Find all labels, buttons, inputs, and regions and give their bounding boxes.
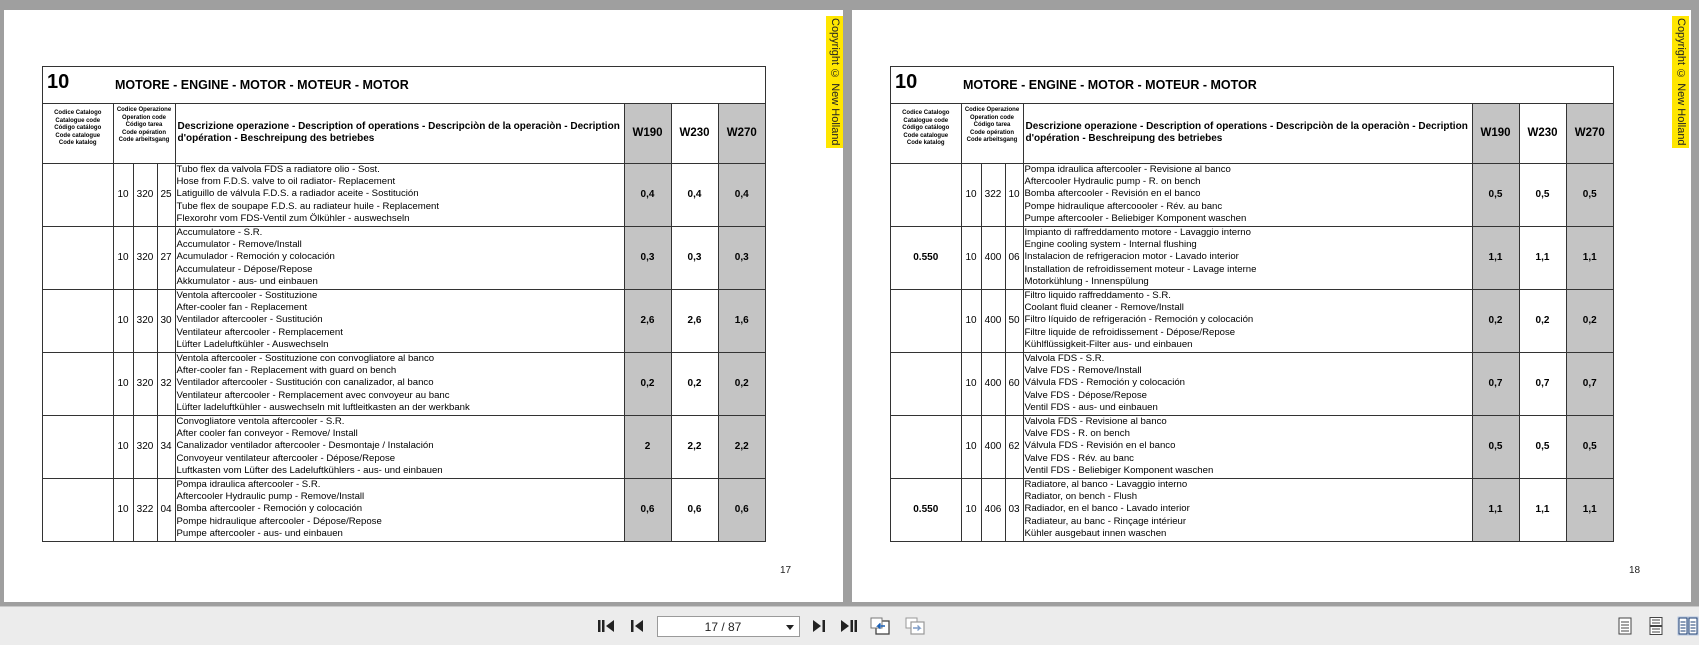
description-line: Impianto di raffreddamento motore - Lavaggio interno	[1024, 226, 1251, 238]
operation-group-cell: 10	[113, 478, 133, 541]
table-row	[891, 415, 1613, 478]
next-page-icon[interactable]	[810, 616, 828, 636]
time-w270-cell: 0,7	[1566, 352, 1613, 415]
catalog-code-cell	[43, 163, 113, 226]
page-indicator: 17 / 87	[704, 620, 742, 634]
time-w270-cell: 0,5	[1566, 415, 1613, 478]
page-number: 18	[1629, 565, 1641, 576]
table-header-row	[43, 104, 765, 163]
operation-code-cell: 320	[133, 226, 157, 289]
description-line: Pompa idraulica aftercooler - Revisione al banco	[1024, 163, 1231, 175]
description-line: Aftercooler Hydraulic pump - Remove/Install	[176, 491, 365, 503]
time-w270-cell: 1,1	[1566, 226, 1613, 289]
description-line: Akkumulator - aus- und einbauen	[176, 276, 318, 288]
description-line: Filtro líquido de refrigeración - Remoción y colocación	[1024, 314, 1254, 326]
operation-code-cell: 322	[981, 163, 1005, 226]
section-header	[891, 67, 1613, 104]
operation-group-cell: 10	[113, 352, 133, 415]
catalog-code-cell	[43, 226, 113, 289]
description-line: Kühler ausgebaut innen waschen	[1024, 528, 1167, 540]
description-line: Ventola aftercooler - Sostituzione con convogliatore al banco	[176, 352, 435, 364]
time-w270-cell: 2,2	[718, 415, 765, 478]
time-w230-cell: 0,2	[1519, 289, 1566, 352]
time-w190-cell: 0,5	[1472, 415, 1519, 478]
description-line: Instalacion de refrigeracion motor - Lavado interior	[1024, 251, 1239, 263]
time-w270-cell: 1,1	[1566, 478, 1613, 541]
description-cell	[175, 352, 624, 415]
description-line: Lüfter Ladeluftkühler - Auswechseln	[176, 339, 329, 351]
description-line: Luftkasten vom Lüfter des Ladeluftkühlers - aus- und einbauen	[176, 465, 443, 477]
description-line: Canalizador ventilador aftercooler - Desmontaje / Instalación	[176, 440, 434, 452]
operations-table	[891, 104, 1613, 541]
operation-sub-cell: 62	[1005, 415, 1023, 478]
description-line: After-cooler fan - Replacement with guard on bench	[176, 365, 397, 376]
section-number: 10	[47, 71, 70, 93]
description-line: Motorkühlung - Innenspülung	[1024, 276, 1149, 288]
time-w230-cell: 2,6	[671, 289, 718, 352]
description-line: Flexorohr vom FDS-Ventil zum Ölkühler - auswechseln	[176, 213, 410, 225]
operation-code-cell: 320	[133, 163, 157, 226]
operation-group-cell: 10	[961, 478, 981, 541]
single-page-view-icon[interactable]	[1615, 616, 1635, 636]
two-page-view-icon[interactable]	[1677, 616, 1699, 636]
description-line: Hose from F.D.S. valve to oil radiator- Replacement	[176, 175, 396, 187]
section-header	[43, 67, 765, 104]
model-header-w190: W190	[624, 104, 671, 163]
description-line: Valvola FDS - S.R.	[1024, 352, 1105, 364]
go-back-icon[interactable]	[868, 616, 892, 636]
table-row	[43, 352, 765, 415]
operation-sub-cell: 03	[1005, 478, 1023, 541]
time-w230-cell: 1,1	[1519, 478, 1566, 541]
time-w190-cell: 0,2	[624, 352, 671, 415]
catalog-code-header: Codice Catalogo Catalogue code Código catálogo Code catalogue Code katalog	[891, 104, 961, 163]
description-line: Accumulator - Remove/Install	[176, 238, 302, 250]
first-page-icon[interactable]	[596, 616, 616, 636]
description-line: Pumpe aftercooler - Beliebiger Komponent waschen	[1024, 213, 1247, 225]
time-w270-cell: 0,2	[718, 352, 765, 415]
catalog-code-cell	[43, 415, 113, 478]
description-cell	[175, 478, 624, 541]
operation-group-cell: 10	[961, 415, 981, 478]
description-cell	[1023, 163, 1472, 226]
operation-group-cell: 10	[961, 226, 981, 289]
operation-sub-cell: 30	[157, 289, 175, 352]
model-header-w230: W230	[671, 104, 718, 163]
description-header: Descrizione operazione - Description of operations - Descripciòn de la operaciòn - Decription d'opération - Beschreipung des betriebes	[1023, 104, 1472, 163]
operation-code-cell: 322	[133, 478, 157, 541]
description-line: Aftercooler Hydraulic pump - R. on bench	[1024, 175, 1201, 187]
section-title: MOTORE - ENGINE - MOTOR - MOTEUR - MOTOR	[115, 78, 409, 92]
time-w230-cell: 0,3	[671, 226, 718, 289]
table-row	[43, 226, 765, 289]
description-line: Bomba aftercooler - Remoción y colocación	[176, 503, 363, 515]
operation-sub-cell: 06	[1005, 226, 1023, 289]
operation-sub-cell: 10	[1005, 163, 1023, 226]
description-header: Descrizione operazione - Description of operations - Descripciòn de la operaciòn - Decription d'opération - Beschreipung des betriebes	[175, 104, 624, 163]
time-w190-cell: 2,6	[624, 289, 671, 352]
time-w270-cell: 0,2	[1566, 289, 1613, 352]
table-row	[43, 478, 765, 541]
table-row	[43, 289, 765, 352]
description-line: Radiador, en el banco - Lavado interior	[1024, 503, 1190, 515]
operation-sub-cell: 32	[157, 352, 175, 415]
description-line: Ventilateur aftercooler - Remplacement avec convoyeur au banc	[176, 389, 450, 401]
time-w270-cell: 0,5	[1566, 163, 1613, 226]
table-row	[891, 163, 1613, 226]
catalog-code-cell	[891, 163, 961, 226]
page-18	[852, 10, 1691, 602]
section-title: MOTORE - ENGINE - MOTOR - MOTEUR - MOTOR	[963, 78, 1257, 92]
description-line: Engine cooling system - Internal flushing	[1024, 238, 1197, 250]
time-w230-cell: 0,5	[1519, 163, 1566, 226]
description-line: Válvula FDS - Revisión en el banco	[1024, 440, 1176, 452]
description-line: Filtro liquido raffreddamento - S.R.	[1024, 289, 1171, 301]
time-w190-cell: 1,1	[1472, 478, 1519, 541]
time-w230-cell: 1,1	[1519, 226, 1566, 289]
time-w230-cell: 0,5	[1519, 415, 1566, 478]
description-line: Pompe hidraulique aftercooler - Dépose/Repose	[176, 515, 382, 527]
table-row	[891, 352, 1613, 415]
operation-code-cell: 320	[133, 352, 157, 415]
description-line: Filtre liquide de refroidissement - Dépose/Repose	[1024, 326, 1236, 338]
description-cell	[175, 415, 624, 478]
description-line: Convogliatore ventola aftercooler - S.R.	[176, 415, 345, 427]
table-header-row	[891, 104, 1613, 163]
operation-group-cell: 10	[961, 289, 981, 352]
description-line: Ventilateur aftercooler - Remplacement	[176, 326, 343, 338]
page-number-select[interactable]	[657, 616, 800, 637]
operation-group-cell: 10	[113, 289, 133, 352]
time-w230-cell: 0,6	[671, 478, 718, 541]
time-w270-cell: 0,3	[718, 226, 765, 289]
operation-sub-cell: 27	[157, 226, 175, 289]
description-line: Ventilador aftercooler - Sustitución	[176, 314, 323, 326]
description-line: Coolant fluid cleaner - Remove/Install	[1024, 301, 1184, 313]
copyright-tab: Copyright © New Holland	[1672, 16, 1689, 148]
copyright-tab: Copyright © New Holland	[826, 16, 843, 148]
catalog-code-cell: 0.550	[891, 226, 961, 289]
description-line: After cooler fan conveyor - Remove/ Install	[176, 428, 358, 440]
time-w190-cell: 2	[624, 415, 671, 478]
description-line: Pompe hidraulique aftercoooler - Rév. au banc	[1024, 200, 1223, 212]
description-cell	[1023, 415, 1472, 478]
table-row	[891, 478, 1613, 541]
time-w190-cell: 0,3	[624, 226, 671, 289]
operation-code-cell: 406	[981, 478, 1005, 541]
operation-code-header: Codice Operazione Operation code Código tarea Code opération Code arbeitsgang	[113, 104, 175, 163]
description-line: Radiateur, au banc - Rinçage intérieur	[1024, 515, 1187, 527]
operation-code-cell: 320	[133, 415, 157, 478]
operations-sheet	[890, 66, 1614, 542]
table-row	[891, 289, 1613, 352]
catalog-code-cell	[43, 352, 113, 415]
time-w230-cell: 0,2	[671, 352, 718, 415]
table-row	[43, 163, 765, 226]
description-line: Installation de refroidissement moteur - Lavage interne	[1024, 263, 1257, 275]
catalog-code-cell: 0.550	[891, 478, 961, 541]
time-w230-cell: 2,2	[671, 415, 718, 478]
model-header-w190: W190	[1472, 104, 1519, 163]
catalog-code-cell	[891, 289, 961, 352]
time-w190-cell: 0,4	[624, 163, 671, 226]
page-17	[4, 10, 843, 602]
operation-sub-cell: 04	[157, 478, 175, 541]
model-header-w230: W230	[1519, 104, 1566, 163]
last-page-icon[interactable]	[839, 616, 859, 636]
description-line: Radiator, on bench - Flush	[1024, 491, 1138, 503]
operation-group-cell: 10	[961, 352, 981, 415]
section-number: 10	[895, 71, 918, 93]
description-line: Válvula FDS - Remoción y colocación	[1024, 377, 1185, 389]
table-row	[891, 226, 1613, 289]
description-line: Kühlflüssigkeit-Filter aus- und einbauen	[1024, 339, 1193, 351]
description-line: Tubo flex da valvola FDS a radiatore olio - Sost.	[176, 163, 380, 175]
description-line: Radiatore, al banco - Lavaggio interno	[1024, 478, 1188, 490]
operations-sheet	[42, 66, 766, 542]
description-line: Tube flex de soupape F.D.S. au radiateur huile - Replacement	[176, 200, 440, 212]
model-header-w270: W270	[718, 104, 765, 163]
description-line: Acumulador - Remoción y colocación	[176, 251, 335, 263]
operation-code-cell: 400	[981, 289, 1005, 352]
catalog-code-cell	[43, 289, 113, 352]
operations-table	[43, 104, 765, 541]
viewer-toolbar	[0, 606, 1699, 645]
description-line: Valvola FDS - Revisione al banco	[1024, 415, 1167, 427]
description-line: After-cooler fan - Replacement	[176, 301, 308, 313]
description-line: Ventola aftercooler - Sostituzione	[176, 289, 318, 301]
operation-group-cell: 10	[113, 226, 133, 289]
description-line: Bomba aftercooler - Revisión en el banco	[1024, 188, 1201, 200]
description-line: Pumpe aftercooler - aus- und einbauen	[176, 528, 343, 540]
description-cell	[175, 226, 624, 289]
description-line: Convoyeur ventilateur aftercooler - Dépose/Repose	[176, 452, 396, 464]
time-w190-cell: 0,2	[1472, 289, 1519, 352]
description-cell	[1023, 352, 1472, 415]
catalog-code-cell	[891, 352, 961, 415]
operation-group-cell: 10	[961, 163, 981, 226]
description-cell	[1023, 478, 1472, 541]
operation-group-cell: 10	[113, 415, 133, 478]
description-line: Ventil FDS - aus- und einbauen	[1024, 402, 1158, 414]
time-w190-cell: 0,7	[1472, 352, 1519, 415]
operation-code-cell: 400	[981, 415, 1005, 478]
description-cell	[175, 163, 624, 226]
catalog-code-cell	[43, 478, 113, 541]
time-w190-cell: 0,6	[624, 478, 671, 541]
operation-sub-cell: 34	[157, 415, 175, 478]
description-line: Lüfter ladeluftkühler - auswechseln mit luftleitkasten an der werkbank	[176, 402, 470, 414]
catalog-code-header: Codice Catalogo Catalogue code Código catálogo Code catalogue Code katalog	[43, 104, 113, 163]
description-line: Accumulatore - S.R.	[176, 226, 263, 238]
time-w270-cell: 1,6	[718, 289, 765, 352]
description-line: Valve FDS - Dépose/Repose	[1024, 389, 1147, 401]
description-cell	[175, 289, 624, 352]
description-line: Pompa idraulica aftercooler - S.R.	[176, 478, 321, 490]
operation-code-cell: 320	[133, 289, 157, 352]
catalog-code-cell	[891, 415, 961, 478]
description-line: Ventil FDS - Beliebiger Komponent waschen	[1024, 465, 1214, 477]
description-line: Valve FDS - Remove/Install	[1024, 365, 1142, 376]
time-w190-cell: 1,1	[1472, 226, 1519, 289]
time-w230-cell: 0,7	[1519, 352, 1566, 415]
description-line: Latiguillo de válvula F.D.S. a radiador aceite - Sostitución	[176, 188, 419, 200]
description-line: Accumulateur - Dépose/Repose	[176, 263, 313, 275]
operation-code-header: Codice Operazione Operation code Código tarea Code opération Code arbeitsgang	[961, 104, 1023, 163]
operation-sub-cell: 25	[157, 163, 175, 226]
operation-sub-cell: 60	[1005, 352, 1023, 415]
chevron-down-icon	[786, 625, 794, 630]
model-header-w270: W270	[1566, 104, 1613, 163]
operation-sub-cell: 50	[1005, 289, 1023, 352]
time-w230-cell: 0,4	[671, 163, 718, 226]
operation-code-cell: 400	[981, 226, 1005, 289]
previous-page-icon[interactable]	[628, 616, 646, 636]
go-forward-icon[interactable]	[903, 616, 927, 636]
operation-group-cell: 10	[113, 163, 133, 226]
description-line: Valve FDS - Rév. au banc	[1024, 452, 1134, 464]
time-w190-cell: 0,5	[1472, 163, 1519, 226]
time-w270-cell: 0,6	[718, 478, 765, 541]
description-line: Ventilador aftercooler - Sustitución con canalizador, al banco	[176, 377, 434, 389]
continuous-view-icon[interactable]	[1646, 616, 1666, 636]
time-w270-cell: 0,4	[718, 163, 765, 226]
operation-code-cell: 400	[981, 352, 1005, 415]
description-line: Valve FDS - R. on bench	[1024, 428, 1130, 440]
page-number: 17	[780, 565, 792, 576]
description-cell	[1023, 226, 1472, 289]
table-row	[43, 415, 765, 478]
description-cell	[1023, 289, 1472, 352]
